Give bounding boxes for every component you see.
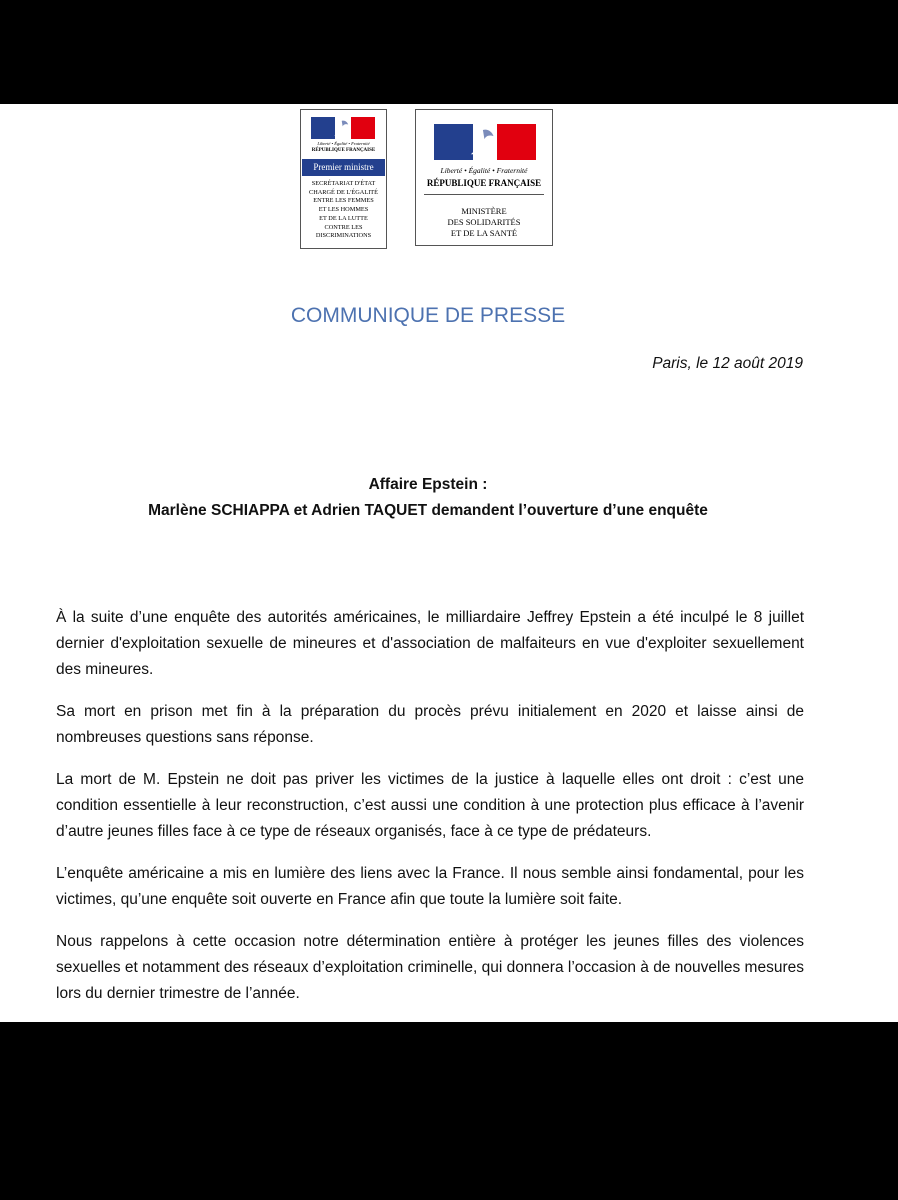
logo-divider — [424, 194, 544, 195]
paragraph: L’enquête américaine a mis en lumière des liens avec la France. Il nous semble ainsi fondamental, pour les victimes, qu’une enquête soit ouverte en France afin que toute la lumière soit faite. — [56, 865, 804, 908]
subject-line-2: Marlène SCHIAPPA et Adrien TAQUET demandent l’ouverture d’une enquête — [148, 502, 708, 519]
republic-text: RÉPUBLIQUE FRANÇAISE — [426, 178, 542, 188]
motto-text: Liberté • Égalité • Fraternité — [440, 166, 528, 175]
ministere-text: MINISTÈRE DES SOLIDARITÉS ET DE LA SANTÉ — [447, 206, 521, 238]
motto-text: Liberté • Égalité • Fraternité — [317, 141, 370, 146]
press-release-page — [0, 104, 898, 1022]
subject-heading — [0, 472, 856, 524]
tricolor-flag-icon — [434, 124, 536, 160]
subject-line-1: Affaire Epstein : — [368, 476, 488, 493]
marianne-icon — [461, 127, 502, 157]
republic-text: RÉPUBLIQUE FRANÇAISE — [311, 148, 376, 153]
paragraph: À la suite d’une enquête des autorités américaines, le milliardaire Jeffrey Epstein a été inculpé le 8 juillet dernier d'exploitation sexuelle de mineures et d'association de malfaiteurs en vue d'exploiter sexuellement des mineures. — [56, 609, 804, 678]
premier-ministre-band: Premier ministre — [302, 159, 385, 176]
tricolor-flag-icon — [311, 117, 375, 139]
ministere-logo — [415, 109, 553, 246]
marianne-icon — [328, 119, 354, 137]
body-text — [56, 605, 804, 1023]
premier-ministre-logo — [300, 109, 387, 249]
paragraph: Nous rappelons à cette occasion notre détermination entière à protéger les jeunes filles des violences sexuelles et notamment des réseaux d’exploitation criminelle, qui donnera l’occasion à de nouvelles mesures lors du dernier trimestre de l’année. — [56, 933, 804, 1002]
dateline: Paris, le 12 août 2019 — [652, 355, 803, 372]
page-title: COMMUNIQUE DE PRESSE — [290, 304, 566, 327]
paragraph: Sa mort en prison met fin à la préparation du procès prévu initialement en 2020 et laisse ainsi de nombreuses questions sans réponse. — [56, 703, 804, 746]
secretariat-text: SECRÉTARIAT D'ÉTAT CHARGÉ DE L'ÉGALITÉ ENTRE LES FEMMES ET LES HOMMES ET DE LA LUTTE CONTRE LES DISCRIMINATIONS — [309, 180, 378, 240]
paragraph: La mort de M. Epstein ne doit pas priver les victimes de la justice à laquelle elles ont droit : c’est une condition essentielle à leur reconstruction, c’est aussi une condition à une protection plus efficace à l’avenir d’autre jeunes filles face à ce type de réseaux organisés, face à ce type de prédateurs. — [56, 771, 804, 840]
